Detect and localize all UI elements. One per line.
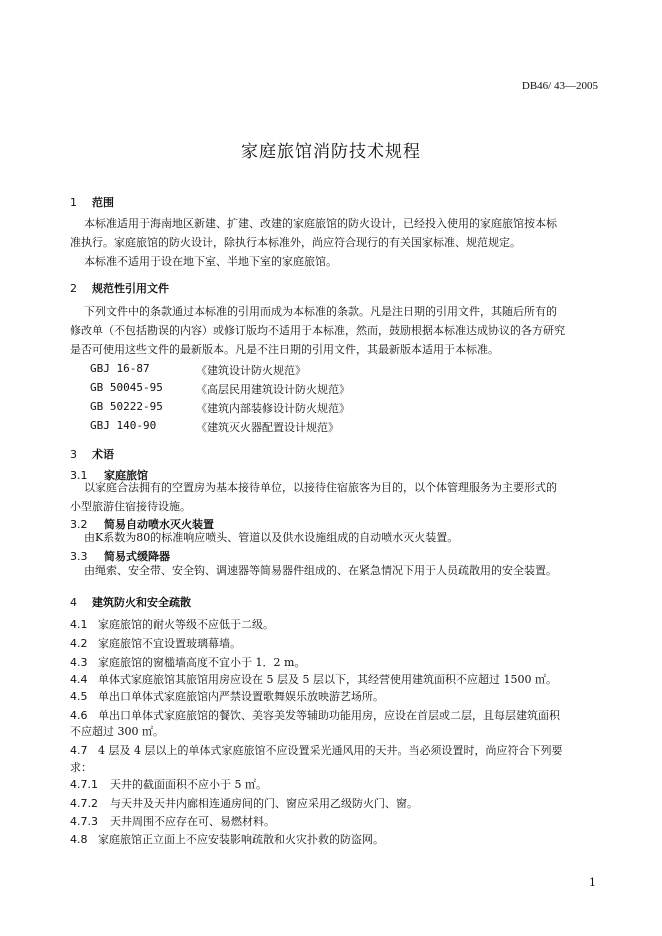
reference-item [90, 419, 339, 434]
paragraph-line: 本标准适用于海南地区新建、扩建、改建的家庭旅馆的防火设计，已经投入使用的家庭旅馆按本标 [84, 217, 557, 230]
term-number: 3.3 [70, 550, 88, 563]
paragraph-line: 由K系数为80的标准响应喷头、管道以及供水设施组成的自动喷水灭火装置。 [84, 531, 459, 544]
clause-text: 单体式家庭旅馆其旅馆用房应设在 5 层及 5 层以下，其经营使用建筑面积不应超过 1500 ㎡。 [98, 673, 557, 686]
paragraph-line: 修改单（不包括勘误的内容）或修订版均不适用于本标准，然而，鼓励根据本标准达成协议的各方研究 [70, 324, 565, 337]
clause [70, 812, 275, 831]
paragraph-line: 准执行。家庭旅馆的防火设计，除执行本标准外，尚应符合现行的有关国家标准、规范规定。 [70, 236, 521, 249]
reference-name: 《建筑灭火器配置设计规范》 [196, 421, 339, 434]
term-title: 简易式缓降器 [104, 550, 170, 563]
clause-continuation: 不应超过 300 ㎡。 [70, 725, 164, 738]
clause [70, 615, 274, 634]
reference-name: 《高层民用建筑设计防火规范》 [196, 383, 350, 396]
clause-number: 4.4 [70, 673, 88, 686]
clause-number: 4.1 [70, 618, 88, 631]
paragraph-line: 小型旅游住宿接待设施。 [70, 500, 191, 513]
clause [70, 741, 562, 760]
clause-text: 4 层及 4 层以上的单体式家庭旅馆不应设置采光通风用的天井。当必须设置时，尚应符合下列要 [98, 744, 563, 757]
clause-text: 家庭旅馆不宜设置玻璃幕墙。 [98, 637, 241, 650]
reference-item [90, 381, 350, 396]
clause-number: 4.5 [70, 690, 88, 703]
section-3-heading [70, 446, 114, 462]
section-title: 范围 [92, 196, 114, 209]
clause [70, 794, 418, 813]
clause-text: 家庭旅馆的耐火等级不应低于二级。 [98, 618, 274, 631]
term-number: 3.1 [70, 469, 88, 482]
clause-number: 4.7.3 [70, 815, 98, 828]
paragraph-line: 本标准不适用于设在地下室、半地下室的家庭旅馆。 [84, 255, 337, 268]
section-number: 1 [70, 196, 77, 209]
reference-code: GB 50222-95 [90, 400, 163, 413]
paragraph-line: 由绳索、安全带、安全钩、调速器等简易器件组成的、在紧急情况下用于人员疏散用的安全装置。 [84, 564, 557, 577]
clause-continuation: 求： [70, 761, 92, 774]
reference-item [90, 400, 350, 415]
paragraph-line: 下列文件中的条款通过本标准的引用而成为本标准的条款。凡是注日期的引用文件，其随后所有的 [84, 305, 557, 318]
clause-text: 单出口单体式家庭旅馆内严禁设置歌舞娱乐放映游艺场所。 [98, 690, 384, 703]
clause-text: 家庭旅馆的窗槛墙高度不宜小于 1．2 m。 [98, 656, 306, 669]
reference-name: 《建筑内部装修设计防火规范》 [196, 402, 350, 415]
clause-number: 4.7.2 [70, 797, 98, 810]
reference-code: GBJ 16-87 [90, 362, 150, 375]
clause-text: 天井的截面面积不应小于 5 ㎡。 [110, 778, 267, 791]
page-number: 1 [589, 876, 596, 889]
reference-name: 《建筑设计防火规范》 [196, 364, 306, 377]
clause-number: 4.3 [70, 656, 88, 669]
term-title: 家庭旅馆 [104, 469, 148, 482]
term-number: 3.2 [70, 518, 88, 531]
paragraph-line: 是否可使用这些文件的最新版本。凡是不注日期的引用文件，其最新版本适用于本标准。 [70, 343, 499, 356]
clause-text: 单出口单体式家庭旅馆的餐饮、美容美发等辅助功能用房，应设在首层或二层，且每层建筑面积 [98, 709, 560, 722]
term-title: 简易自动喷水灭火装置 [104, 518, 214, 531]
document-code: DB46/ 43—2005 [521, 80, 598, 92]
section-2-heading [70, 280, 169, 296]
section-title: 建筑防火和安全疏散 [92, 596, 191, 609]
clause-text: 家庭旅馆正立面上不应安装影响疏散和火灾扑救的防盗网。 [98, 833, 384, 846]
reference-code: GBJ 140-90 [90, 419, 157, 432]
section-title: 规范性引用文件 [92, 282, 169, 295]
clause [70, 775, 267, 794]
section-1-heading [70, 194, 114, 210]
clause-number: 4.7 [70, 744, 88, 757]
page-title: 家庭旅馆消防技术规程 [241, 142, 421, 162]
section-title: 术语 [92, 448, 114, 461]
paragraph-line: 以家庭合法拥有的空置房为基本接待单位，以接待住宿旅客为目的，以个体管理服务为主要形式的 [84, 481, 557, 494]
reference-item [90, 362, 306, 377]
section-number: 3 [70, 448, 77, 461]
clause-number: 4.6 [70, 709, 88, 722]
clause-text: 天井周围不应存在可、易燃材料。 [110, 815, 275, 828]
clause [70, 687, 384, 706]
clause-number: 4.8 [70, 833, 88, 846]
section-number: 2 [70, 282, 77, 295]
clause-number: 4.7.1 [70, 778, 98, 791]
clause-text: 与天井及天井内廊相连通房间的门、窗应采用乙级防火门、窗。 [110, 797, 418, 810]
clause [70, 634, 241, 653]
clause [70, 830, 384, 849]
section-number: 4 [70, 596, 77, 609]
clause-number: 4.2 [70, 637, 88, 650]
section-4-heading [70, 594, 191, 610]
reference-code: GB 50045-95 [90, 381, 163, 394]
